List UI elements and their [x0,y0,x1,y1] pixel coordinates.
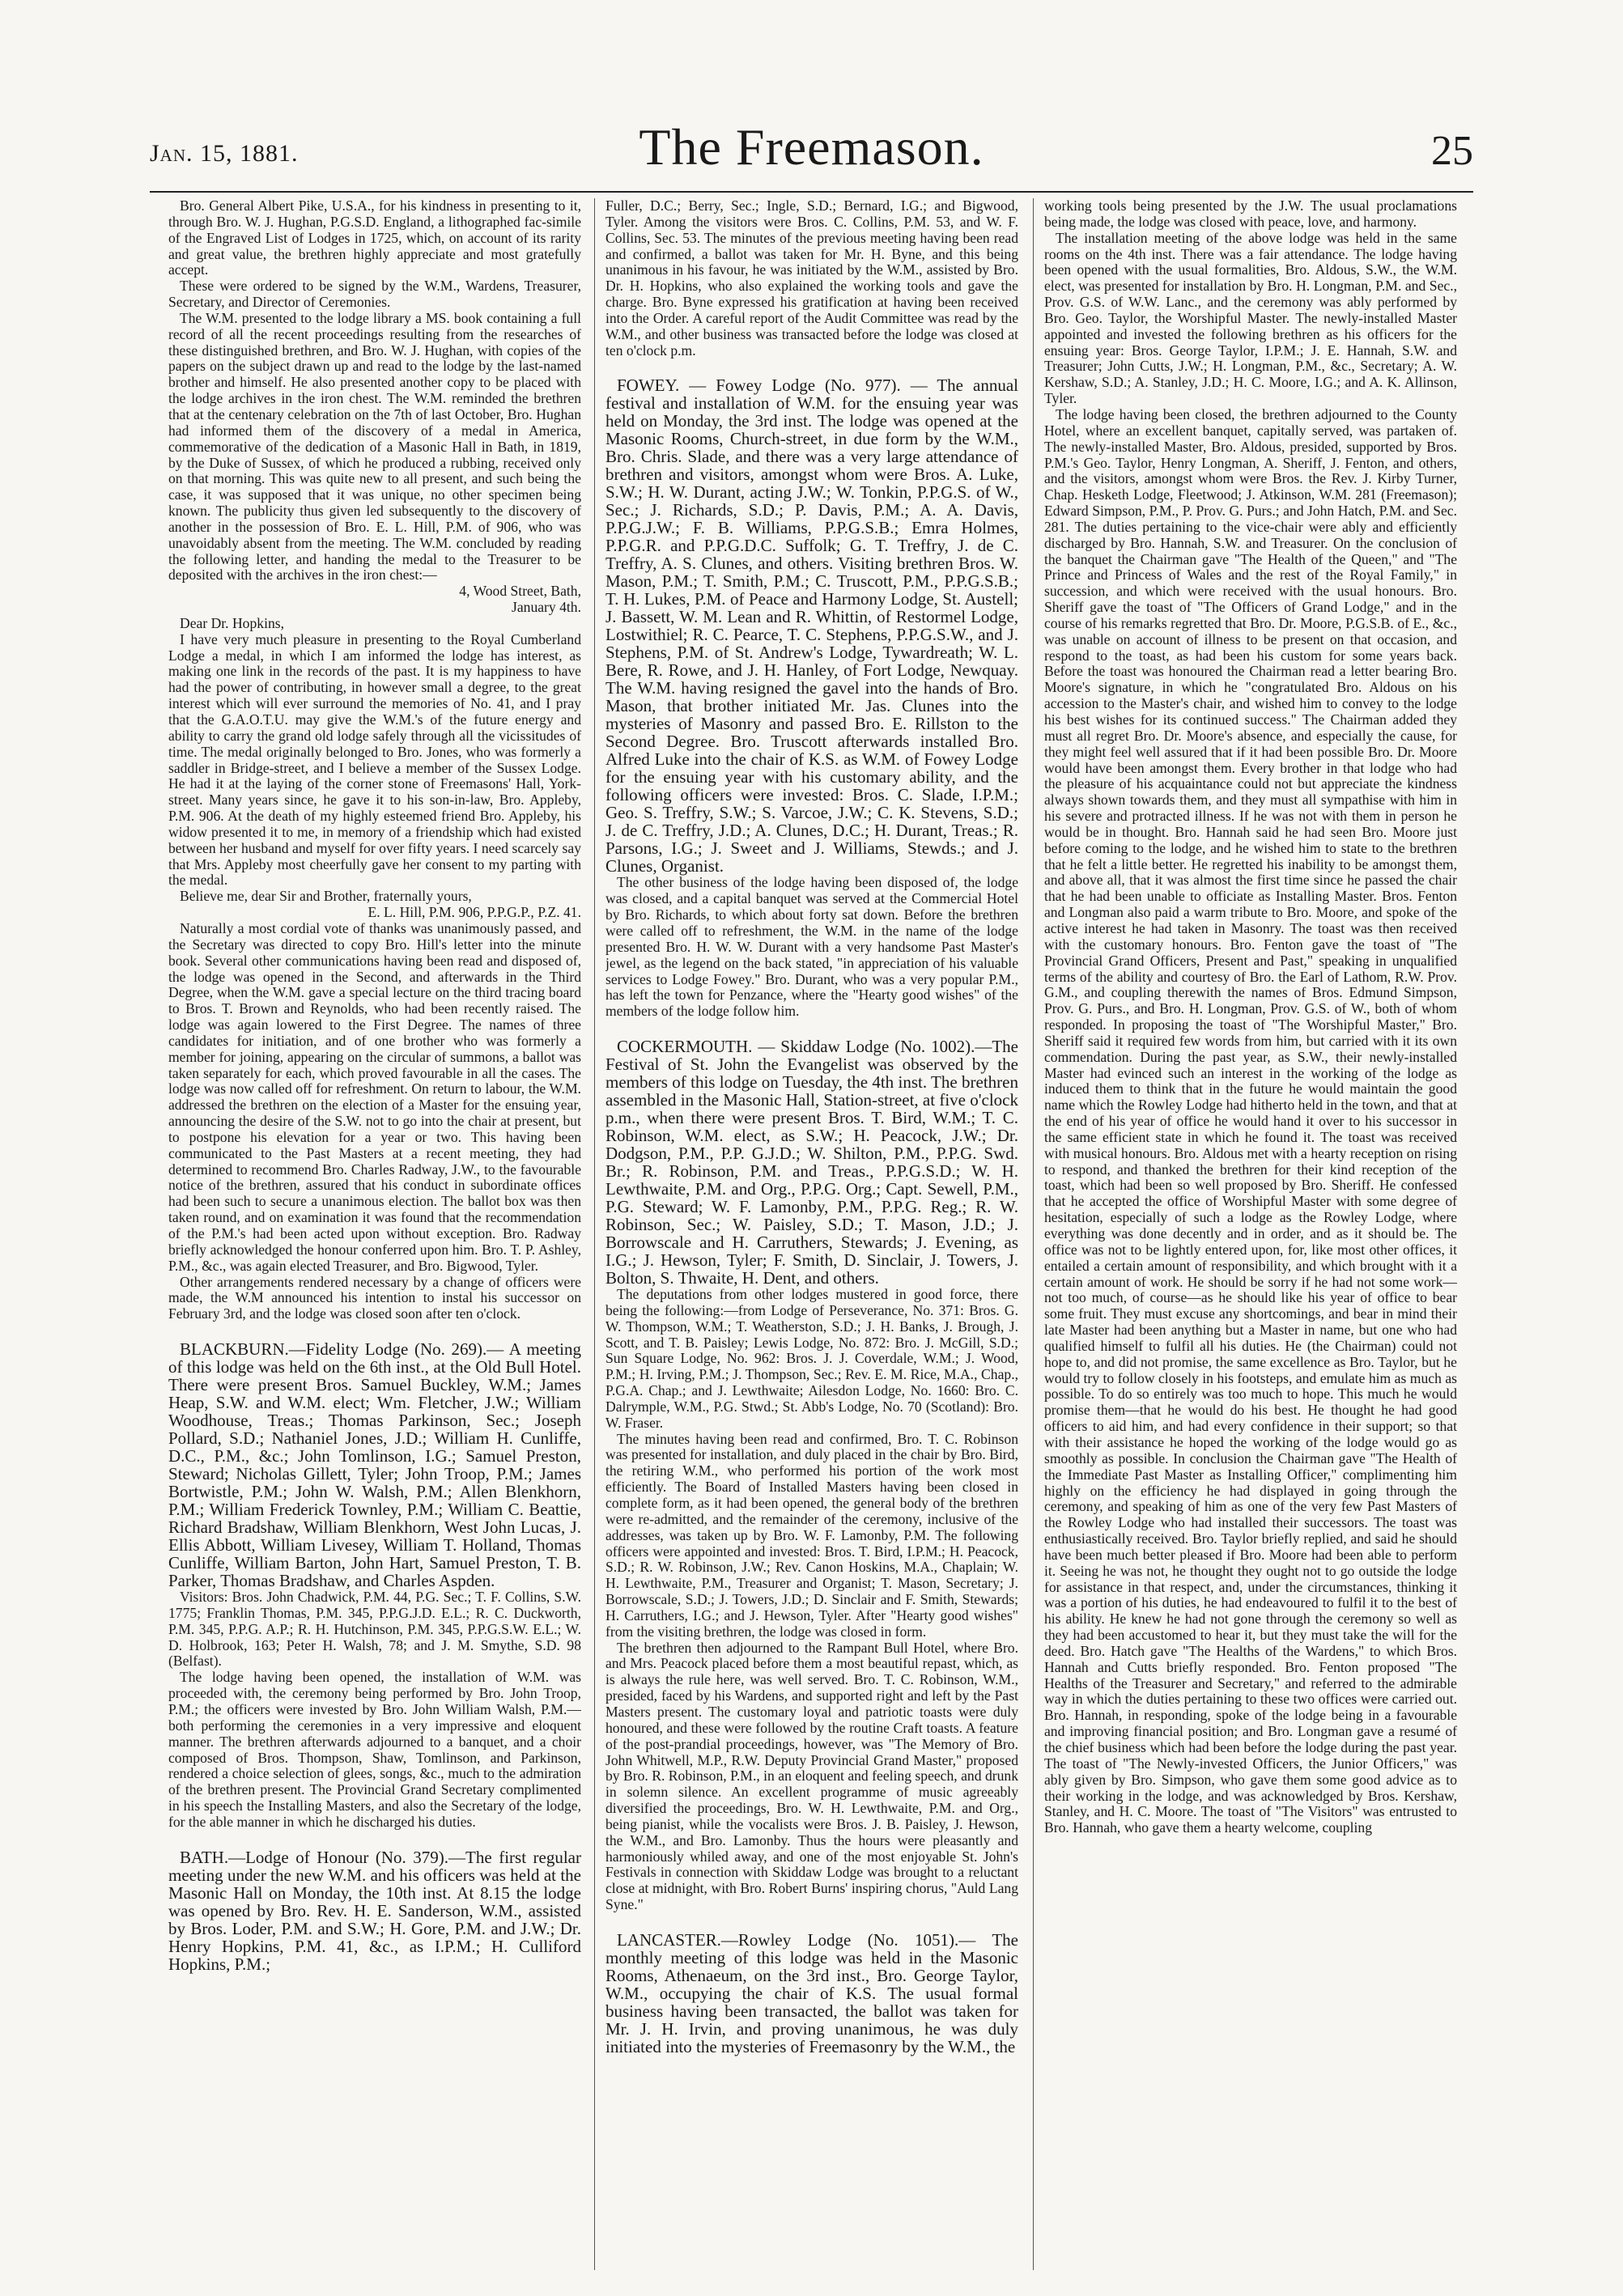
article-paragraph: The deputations from other lodges mustered in good force, there being the following:—from Lodge of Perseverance, No. 371: Bros. G. W. Thompson, W.M.; T. Weatherston, S.D.; J. H. Banks, J. Brough, J. Scott, and T. B. Paisley; Lewis Lodge, No. 872: Bro. J. McGill, S.D.; Sun Square Lodge, No. 962: Bros. J. J. Coverdale, W.M.; J. Wood, P.M.; H. Irving, P.M.; J. Thompson, Sec.; Rev. E. M. Rice, M.A., Chap., P.G.A. Chap.; and J. Lewthwaite; Ailesdon Lodge, No. 1660: Bro. C. Dalrymple, W.M., P.G. Stwd.; St. Abb's Lodge, No. 70 (Scotland): Bro. W. Fraser. [605,1286,1018,1431]
article-paragraph: working tools being presented by the J.W. The usual proclamations being made, the lodge was closed with peace, love, and harmony. [1044,198,1457,230]
lodge-report-heading: BLACKBURN.—Fidelity Lodge (No. 269).— A meeting of this lodge was held on the 6th inst., at the Old Bull Hotel. There were present Bros. Samuel Buckley, W.M.; James Heap, S.W. and W.M. elect; Wm. Fletcher, J.W.; William Woodhouse, Treas.; Thomas Parkinson, Sec.; Joseph Pollard, S.D.; Nathaniel Jones, J.D.; William H. Cunliffe, D.C., P.M., &c.; John Tomlinson, I.G.; Samuel Preston, Steward; Nicholas Gillett, Tyler; John Troop, P.M.; James Bortwistle, P.M.; John W. Walsh, P.M.; Allen Blenkhorn, P.M.; William Frederick Townley, P.M.; William C. Beattie, Richard Bradshaw, William Blenkhorn, West John Lucas, J. Ellis Abbott, William Livesey, William T. Holland, Thomas Cunliffe, William Barton, John Hart, Samuel Preston, T. B. Parker, Thomas Bradshaw, and Charles Aspden. [168,1339,581,1591]
article-paragraph: Naturally a most cordial vote of thanks was unanimously passed, and the Secretary was directed to copy Bro. Hill's letter into the minute book. Several other communications having been read and disposed of, the lodge was opened in the Second, and afterwards in the Third Degree, when the W.M. gave a special lecture on the third tracing board to Bros. T. Brown and Reynolds, who had been recently raised. The lodge was again lowered to the First Degree. The names of three candidates for initiation, and of one brother who was formerly a member for joining, appearing on the circular of summons, a ballot was taken separately for each, which proved favourable in all the cases. The lodge was now called off for refreshment. On return to labour, the W.M. addressed the brethren on the election of a Master for the ensuing year, announcing the desire of the S.W. not to go into the chair at present, but to postpone his elevation for a year or two. This having been communicated to the Past Masters at a recent meeting, they had determined to recommend Bro. Charles Radway, J.W., to the favourable notice of the brethren, assured that his conduct in subordinate offices had been such to secure a unanimous election. The ballot box was then taken round, and on examination it was found that the recommendation of the P.M.'s had been acted upon without exception. Bro. Radway briefly acknowledged the honour conferred upon him. Bro. T. P. Ashley, P.M., &c., was again elected Treasurer, and Bro. Bigwood, Tyler. [168,919,581,1274]
lodge-report-heading: FOWEY. — Fowey Lodge (No. 977). — The annual festival and installation of W.M. for the ensuing year was held on Monday, the 3rd inst. The lodge was opened at the Masonic Rooms, Church-street, in due form by the W.M., Bro. Chris. Slade, and there was a very large attendance of brethren and visitors, amongst whom were Bros. A. Luke, S.W.; H. W. Durant, acting J.W.; W. Tonkin, P.P.G.S. of W., Sec.; J. Richards, S.D.; P. Davis, P.M.; A. A. Davis, P.P.G.J.W.; F. B. Williams, P.P.G.S.B.; Emra Holmes, P.P.G.R. and P.P.G.D.C. Suffolk; G. T. Treffry, J. de C. Treffry, A. S. Clunes, and others. Visiting brethren Bros. W. Mason, P.M.; T. Smith, P.M.; C. Truscott, P.M., P.P.G.S.B.; T. H. Lukes, P.M. of Peace and Harmony Lodge, St. Austell; J. Bassett, W. M. Lean and R. Whittin, of Restormel Lodge, Lostwithiel; R. C. Pearce, T. C. Stephens, P.P.G.S.W., and J. Stephens, P.M. of St. Andrew's Lodge, Tywardreath; W. L. Bere, R. Rowe, and J. H. Hanley, of Fort Lodge, Newquay. The W.M. having resigned the gavel into the hands of Bro. Mason, that brother initiated Mr. Jas. Clunes into the mysteries of Masonry and passed Bro. E. Rillston to the Second Degree. Bro. Truscott afterwards installed Bro. Alfred Luke into the chair of K.S. as W.M. of Fowey Lodge for the ensuing year with his customary ability, and the following officers were invested: Bros. C. Slade, I.P.M.; Geo. S. Treffry, S.W.; S. Varcoe, J.W.; C. K. Stevens, S.D.; J. de C. Treffry, J.D.; A. Clunes, D.C.; H. Durant, Treas.; R. Parsons, I.G.; J. Sweet and J. Williams, Stewds.; and J. Clunes, Organist. [605,376,1018,876]
letter-signature-line: 4, Wood Street, Bath, [459,583,581,600]
column-divider [594,198,595,2270]
issue-date: Jan. 15, 1881. [150,140,299,167]
lodge-report-heading: LANCASTER.—Rowley Lodge (No. 1051).— The monthly meeting of this lodge was held in the Masonic Rooms, Athenaeum, on the 3rd inst., Bro. George Taylor, W.M., occupying the chair of K.S. The usual formal business having been transacted, the ballot was taken for Mr. J. H. Irvin, and proving unanimous, he was duly initiated into the mysteries of Freemasonry by the W.M., the [605,1929,1018,2056]
article-paragraph: These were ordered to be signed by the W.M., Wardens, Treasurer, Secretary, and Director of Ceremonies. [168,278,581,311]
article-paragraph: The lodge having been closed, the brethren adjourned to the County Hotel, where an excellent banquet, capitally served, was partaken of. The newly-installed Master, Bro. Aldous, presided, supported by Bros. P.M.'s Geo. Taylor, Henry Longman, A. Sheriff, J. Fenton, and others, and the visitors, amongst whom were Bros. the Rev. J. Kirby Turner, Chap. Hesketh Lodge, Fleetwood; J. Atkinson, W.M. 281 (Freemason); Edward Simpson, P.M., P. Prov. G. Purs.; and John Hatch, P.M. and Sec. 281. The duties pertaining to the vice-chair were ably and efficiently discharged by Bro. Hannah, S.W. and Treasurer. On the conclusion of the banquet the Chairman gave "The Health of the Queen," and "The Prince and Princess of Wales and the rest of the Royal Family," in succession, and which were received with the usual honours. Bro. Sheriff gave the toast of "The Officers of Grand Lodge," and in the course of his remarks regretted that Bro. Dr. Moore, P.G.S.B. of E., &c., was unable on account of illness to be present on that occasion, and respond to the toast, as had been his custom for some years back. Before the toast was honoured the Chairman read a letter bearing Bro. Moore's signature, in which he "congratulated Bro. Aldous on his accession to the Master's chair, and wished him to convey to the lodge his best wishes for its continued success." The Chairman added they must all regret Bro. Dr. Moore's absence, and especially the cause, for they might feel well assured that if it had been possible Bro. Dr. Moore would have been amongst them. Every brother in that lodge who had the pleasure of his acquaintance could not but appreciate the kindness always shown towards them, and they must all sympathise with him in his severe and protracted illness. If he was not with them in person he would be in thought. Bro. Hannah said he had seen Bro. Moore just before coming to the lodge, and he wished him to state to the brethren that he felt a little better. He regretted his inability to be amongst them, and above all, that it was almost the first time since he passed the chair that he had been unable to officiate as Installing Master. Bros. Fenton and Longman also paid a warm tribute to Bro. Moore, and spoke of the active interest he had taken in Masonry. The toast was then received with the customary honours. Bro. Fenton gave the toast of "The Provincial Grand Officers, Present and Past," speaking in unqualified terms of the ability and courtesy of Bro. the Earl of Lathom, R.W. Prov. G.M., and coupling therewith the names of Bros. Edmund Simpson, Prov. G. Purs., and Bro. H. Longman, Prov. G.S. of W., both of whom responded. In proposing the toast of "The Worshipful Master," Bro. Sheriff said it required few words from him, but carried with it its own commendation. During the past year, as S.W., their newly-installed Master had evinced such an interest in the working of the lodge as induced them to think that in the future he would maintain the good name which the Rowley Lodge had hitherto held in the town, and that at the end of his year of office he would hand it over to his successor in the same efficient state in which he found it. The toast was received with musical honours. Bro. Aldous met with a hearty reception on rising to respond, and thanked the brethren for their kind reception of the toast, which had been so well proposed by Bro. Sheriff. He confessed that he accepted the office of Worshipful Master with some degree of hesitation, especially of such a lodge as the Rowley Lodge, where everything was done decently and in order, and as it should be. The office was not to be lightly entered upon, for, like most other offices, it entailed a certain amount of responsibility, and which brought with it a certain amount of work. He should be sorry if he had not some work—not too much, of course—as he should like his year of office to bear some fruit. They must excuse any shortcomings, and bear in mind their late Master had been anything but a Master in name, but one who had qualified himself to fulfil all his duties. He (the Chairman) could not hope to, and did not promise, the same excellence as Bro. Taylor, but he would try to follow closely in his footsteps, and emulate him as much as possible. To do so entirely was too much to hope. This much he would promise them—that he would do his best. He thought he had good officers to aid him, and had every confidence in their support; so that with their assistance he hoped the working of the lodge would go as smoothly as possible. In conclusion the Chairman gave "The Health of the Immediate Past Master as Installing Officer," complimenting him highly on the efficiency he had displayed in going through the ceremony, and speaking of him as one of the very few Past Masters of the Rowley Lodge who had installed their successors. The toast was enthusiastically received. Bro. Taylor briefly replied, and said he should have been much better pleased if Bro. Moore had been able to perform it. Seeing he was not, he thought they ought not to go outside the lodge for assistance in that respect, and, under the circumstances, thinking it was a portion of his duties, he had endeavoured to fulfil it to the best of his ability. He knew he had not gone through the ceremony so well as they had been accustomed to hear it, but they must take the will for the deed. Bro. Hatch gave "The Healths of the Wardens," to which Bros. Hannah and Cutts briefly responded. Bro. Fenton proposed "The Healths of the Treasurer and Secretary," and referred to the admirable way in which the duties pertaining to these two offices were carried out. Bro. Hannah, in responding, spoke of the lodge being in a favourable and improving financial position; and Bro. Longman gave a resumé of the chief business which had been before the lodge during the past year. The toast of "The Newly-invested Officers, the Junior Officers," was ably given by Bro. Simpson, who gave them some good advice as to their working in the lodge, and was acknowledged by Bros. Kershaw, Stanley, and H. C. Moore. The toast of "The Visitors" was entrusted to Bro. Hannah, who gave them a hearty welcome, coupling [1044,405,1457,1836]
lodge-report-heading: BATH.—Lodge of Honour (No. 379).—The first regular meeting under the new W.M. and his officers was held at the Masonic Hall on Monday, the 10th inst. At 8.15 the lodge was opened by Bro. Rev. H. E. Sanderson, W.M., assisted by Bros. Loder, P.M. and S.W.; H. Gore, P.M. and J.W.; Dr. Henry Hopkins, P.M. 41, &c., as I.P.M.; H. Culliford Hopkins, P.M.; [168,1847,581,1974]
article-paragraph: Bro. General Albert Pike, U.S.A., for his kindness in presenting to it, through Bro. W. J. Hughan, P.G.S.D. England, a lithographed fac-simile of the Engraved List of Lodges in 1725, which, on account of its rarity and great value, the brethren highly appreciate and most gratefully accept. [168,198,581,278]
column-2 [605,198,1018,2270]
article-paragraph: Believe me, dear Sir and Brother, fraternally yours, [180,888,472,905]
column-3 [1044,198,1457,2270]
article-paragraph: Other arrangements rendered necessary by a change of officers were made, the W.M announced his intention to instal his successor on February 3rd, and the lodge was closed soon after ten o'clock. [168,1273,581,1322]
article-paragraph: I have very much pleasure in presenting to the Royal Cumberland Lodge a medal, in which I am informed the lodge has interest, as making one link in the records of the past. It is my happiness to have had the power of contributing, in however small a degree, to the great interest which will ever surround the memories of No. 41, and I pray that the G.A.O.T.U. may give the W.M.'s of the future energy and ability to carry the grand old lodge safely through all the vicissitudes of time. The medal originally belonged to Bro. Jones, who was formerly a saddler in Bridge-street, and I believe a member of the Sussex Lodge. He had it at the laying of the corner stone of Freemasons' Hall, York-street. Many years since, he gave it to his son-in-law, Bro. Appleby, P.M. 906. At the death of my highly esteemed friend Bro. Appleby, his widow presented it to me, in memory of a friendship which had existed between her husband and myself for over fifty years. I need scarcely say that Mrs. Appleby most cheerfully gave her consent to my parting with the medal. [168,630,581,889]
article-paragraph: The lodge having been opened, the installation of W.M. was proceeded with, the ceremony being performed by Bro. John Troop, P.M.; the officers were invested by Bro. John William Walsh, P.M.—both performing the ceremonies in a very impressive and eloquent manner. The brethren afterwards adjourned to a banquet, and a choir composed of Bros. Thompson, Shaw, Tomlinson, and Parkinson, rendered a choice selection of glees, songs, &c., much to the admiration of the brethren present. The Provincial Grand Secretary complimented in his speech the Installing Masters, and also the Secretary of the lodge, for the able manner in which he discharged his duties. [168,1669,581,1830]
article-paragraph: The other business of the lodge having been disposed of, the lodge was closed, and a capital banquet was served at the Commercial Hotel by Bro. Richards, to which about forty sat down. Before the brethren were called off to refreshment, the W.M. in the name of the lodge presented Bro. H. W. W. Durant with a very handsome Past Master's jewel, as the legend on the back stated, "in appreciation of his valuable services to Lodge Fowey." Bro. Durant, who was a very popular P.M., has left the town for Penzance, where the "Hearty good wishes" of the members of the lodge follow him. [605,874,1018,1020]
column-1 [168,198,581,2270]
page-number: 25 [1431,128,1473,174]
article-paragraph: The minutes having been read and confirmed, Bro. T. C. Robinson was presented for installation, and duly placed in the chair by Bro. Bird, the retiring W.M., who performed his portion of the work most efficiently. The Board of Installed Masters having been closed in complete form, as it had been opened, the general body of the brethren were re-admitted, and the remainder of the ceremony, inclusive of the addresses, was taken up by Bro. W. F. Lamonby, P.M. The following officers were appointed and invested: Bros. T. Bird, I.P.M.; H. Peacock, S.D.; R. W. Robinson, J.W.; Rev. Canon Hoskins, M.A., Chaplain; W. H. Lewthwaite, P.M., Treasurer and Organist; T. Mason, Secretary; J. Borrowscale, S.D.; J. Towers, J.D.; D. Sinclair and F. Smith, Stewards; H. Carruthers, I.G.; and J. Hewson, Tyler. After "Hearty good wishes" from the visiting brethren, the lodge was closed in form. [605,1430,1018,1640]
article-paragraph: The W.M. presented to the lodge library a MS. book containing a full record of all the recent proceedings resulting from the researches of these distinguished brethren, and Bro. W. J. Hughan, with copies of the papers on the subject drawn up and read to the lodge by the last-named brother and himself. He also presented another copy to be placed with the lodge archives in the iron chest. The W.M. reminded the brethren that at the centenary celebration on the 7th of last October, Bro. Hughan had informed them of the discovery of a medal in America, commemorative of the dedication of a Masonic Hall in Bath, in 1819, by the Duke of Sussex, of which he produced a rubbing, received only on that morning. This was quite new to all present, and such being the case, it was supposed that it was unique, no other specimen being known. The publicity thus given led subsequently to the discovery of another in the possession of Bro. E. L. Hill, P.M. of 906, who was unavoidably absent from the meeting. The W.M. concluded by reading the following letter, and handing the medal to the Treasurer to be deposited with the archives in the iron chest:— [168,309,581,584]
article-paragraph: Visitors: Bros. John Chadwick, P.M. 44, P.G. Sec.; T. F. Collins, S.W. 1775; Franklin Thomas, P.M. 345, P.P.G.J.D. E.L.; R. C. Duckworth, P.M. 345, P.P.G. A.P.; R. H. Hutchinson, P.M. 345, P.P.G.S.W. E.L.; W. D. Holbrook, 163; Peter H. Walsh, 78; and J. M. Smythe, S.D. 98 (Belfast). [168,1589,581,1670]
article-paragraph: Dear Dr. Hopkins, [180,614,284,631]
article-paragraph: Fuller, D.C.; Berry, Sec.; Ingle, S.D.; Bernard, I.G.; and Bigwood, Tyler. Among the visitors were Bros. C. Collins, P.M. 53, and W. F. Collins, Sec. 53. The minutes of the previous meeting having been read and confirmed, a ballot was taken for Mr. H. Byne, and this being unanimous in his favour, he was initiated by the W.M., assisted by Bro. Dr. H. Hopkins, who also explained the working tools and gave the charge. Bro. Byne expressed his gratification at having been received into the Order. A careful report of the Audit Committee was read by the W.M., and other business was transacted before the lodge was closed at ten o'clock p.m. [605,198,1018,359]
letter-signature-line: January 4th. [512,599,581,616]
newspaper-title: The Freemason. [639,118,984,176]
article-paragraph: The brethren then adjourned to the Rampant Bull Hotel, where Bro. and Mrs. Peacock placed before them a most beautiful repast, which, as is always the rule here, was well served. Bro. T. C. Robinson, W.M., presided, faced by his Wardens, and supported right and left by the Past Masters present. The customary loyal and patriotic toasts were duly honoured, and these were followed by the routine Craft toasts. A feature of the post-prandial proceedings, however, was "The Memory of Bro. John Whitwell, M.P., R.W. Deputy Provincial Grand Master," proposed by Bro. R. Robinson, P.M., in an eloquent and feeling speech, and drunk in solemn silence. An excellent programme of music agreeably diversified the proceedings, Bro. W. H. Lewthwaite, P.M. and Org., being pianist, while the vocalists were Bros. J. B. Paisley, J. Hewson, the W.M., and Bro. Lamonby. Thus the hours were pleasantly and harmoniously whiled away, and one of the most enjoyable St. John's Festivals in connection with Skiddaw Lodge was brought to a reluctant close at midnight, with Bro. Robert Burns' inspiring chorus, "Auld Lang Syne." [605,1639,1018,1913]
masthead [150,117,1473,186]
masthead-rule [150,191,1473,193]
lodge-report-heading: COCKERMOUTH. — Skiddaw Lodge (No. 1002).—The Festival of St. John the Evangelist was observed by the members of this lodge on Tuesday, the 4th inst. The brethren assembled in the Masonic Hall, Station-street, at five o'clock p.m., when there were present Bros. T. Bird, W.M.; T. C. Robinson, W.M. elect, as S.W.; H. Peacock, J.W.; Dr. Dodgson, P.M., P.P. G.J.D.; W. Shilton, P.M., P.P.G. Swd. Br.; R. Robinson, P.M. and Treas., P.P.G.S.D.; W. H. Lewthwaite, P.M. and Org., P.P.G. Org.; Capt. Sewell, P.M., P.G. Steward; W. F. Lamonby, P.M., P.P.G. Reg.; R. W. Robinson, Sec.; W. Paisley, S.D.; T. Mason, J.D.; J. Borrowscale and H. Carruthers, Stewards; J. Evening, as I.G.; J. Hewson, Tyler; F. Smith, D. Sinclair, J. Towers, J. Bolton, S. Thwaite, H. Dent, and others. [605,1037,1018,1288]
article-paragraph: The installation meeting of the above lodge was held in the same rooms on the 4th inst. There was a fair attendance. The lodge having been opened with the usual formalities, Bro. Aldous, S.W., the W.M. elect, was presented for installation by Bro. H. Longman, P.M. and Sec., Prov. G.S. of W.W. Lanc., and the ceremony was ably performed by Bro. Geo. Taylor, the Worshipful Master. The newly-installed Master appointed and invested the following brethren as his officers for the ensuing year: Bros. George Taylor, I.P.M.; J. E. Hannah, S.W. and Treasurer; John Cutts, J.W.; H. Longman, P.M., &c., Secretary; A. W. Kershaw, S.D.; A. Stanley, J.D.; H. C. Moore, I.G.; and A. K. Allinson, Tyler. [1044,229,1457,407]
letter-signature-line: E. L. Hill, P.M. 906, P.P.G.P., P.Z. 41. [368,904,581,921]
column-divider [1033,198,1034,2270]
